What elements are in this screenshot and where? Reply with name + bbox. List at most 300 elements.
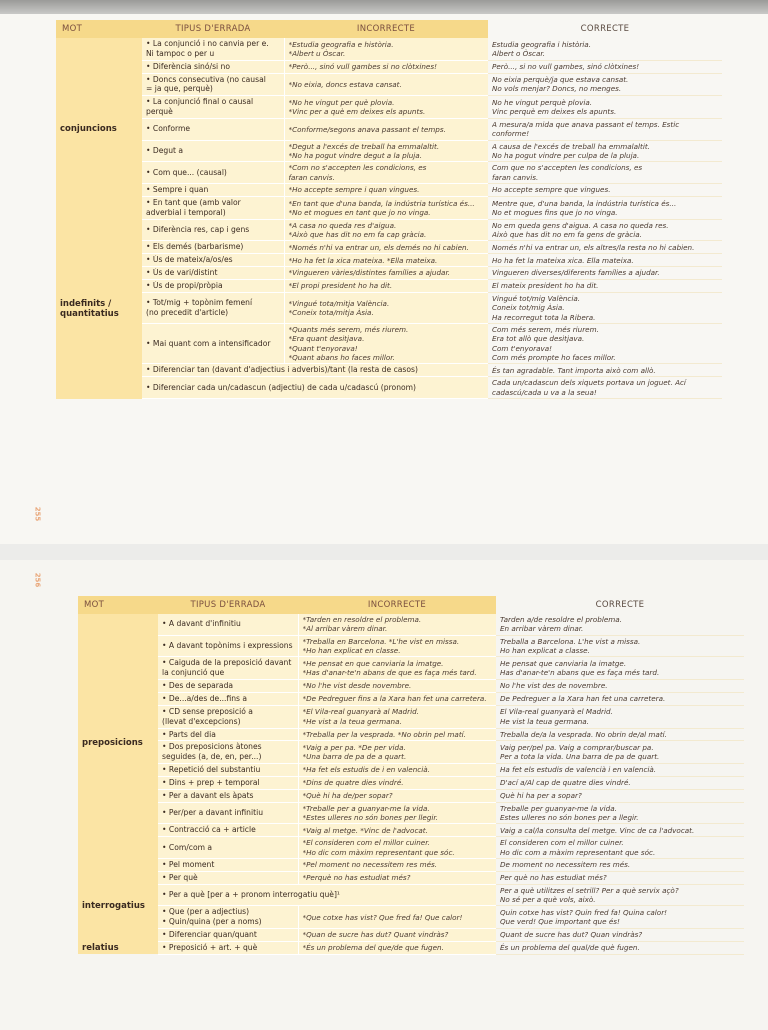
table-row bbox=[56, 38, 722, 60]
incorrect-example-cell bbox=[284, 184, 488, 197]
text-line: la conjunció que bbox=[162, 668, 225, 678]
text-line: *Estudia geografia e història. bbox=[288, 39, 394, 49]
text-line: Coneix tot/mig Àsia. bbox=[492, 303, 565, 313]
text-line: Això que has dit no em fa gens de gràcia. bbox=[492, 230, 642, 240]
text-line: Ho han explicat a classe. bbox=[500, 646, 590, 656]
table-row bbox=[56, 197, 722, 220]
incorrect-example-cell bbox=[284, 219, 488, 241]
text-line: Estudia geografia i història. bbox=[492, 39, 591, 49]
text-line: *Ha fet els estudis de i en valencià. bbox=[302, 765, 430, 775]
text-line: *Quants més serem, més riurem. bbox=[288, 324, 409, 334]
text-line: *Què hi ha de/per sopar? bbox=[302, 791, 393, 801]
incorrect-example-cell bbox=[298, 680, 496, 693]
correct-example-cell bbox=[488, 364, 722, 377]
error-type-cell bbox=[158, 824, 298, 837]
text-line: El Vila-real guanyarà el Madrid. bbox=[500, 707, 613, 717]
text-line: Cada un/cadascun dels xiquets portava un joguet. Ací bbox=[492, 378, 686, 388]
table-row bbox=[56, 323, 722, 363]
text-line: *A casa no queda res d'aigua. bbox=[288, 220, 397, 230]
text-line: *En tant que d'una banda, la indústria turística és... bbox=[288, 198, 475, 208]
table-row bbox=[56, 280, 722, 293]
incorrect-example-cell bbox=[284, 38, 488, 60]
header-incorrect: INCORRECTE bbox=[284, 20, 488, 38]
correct-example-cell bbox=[488, 197, 722, 220]
error-type-cell bbox=[142, 292, 284, 323]
text-line: No vols menjar? Doncs, no menges. bbox=[492, 84, 622, 94]
error-type-cell bbox=[158, 859, 298, 872]
error-type-cell bbox=[158, 789, 298, 802]
error-type-cell bbox=[142, 197, 284, 220]
text-line: Per a què utilitzes el setrill? Per a què servix açò? bbox=[500, 885, 679, 895]
incorrect-example-cell bbox=[284, 140, 488, 162]
text-line: *Albert u Òscar. bbox=[288, 48, 346, 58]
text-line: Estes ulleres no són bones per a llegir. bbox=[500, 813, 639, 823]
text-line: *El Vila-real guanyarà al Madrid. bbox=[302, 707, 419, 717]
correct-example-cell bbox=[496, 635, 744, 657]
text-line: *Vaig al metge. *Vinc de l'advocat. bbox=[302, 825, 428, 835]
text-line: Ni tampoc o per u bbox=[146, 48, 215, 58]
correct-example-cell bbox=[496, 728, 744, 741]
text-line: *Una barra de pa de a quart. bbox=[302, 752, 407, 762]
header-word: MOT bbox=[56, 20, 142, 38]
text-line: *He vist a la teua germana. bbox=[302, 716, 402, 726]
correct-example-cell bbox=[496, 680, 744, 693]
text-line: Treballa de/a la vesprada. No obrin de/al matí. bbox=[500, 729, 667, 739]
error-type-cell bbox=[142, 140, 284, 162]
text-line: • Dos preposicions àtones bbox=[162, 742, 262, 752]
incorrect-example-cell bbox=[284, 267, 488, 280]
header-type: TIPUS D'ERRADA bbox=[158, 596, 298, 614]
correct-example-cell bbox=[496, 764, 744, 777]
table-row bbox=[56, 254, 722, 267]
text-line: faran canvis. bbox=[288, 172, 335, 182]
incorrect-example-cell bbox=[298, 837, 496, 859]
incorrect-example-cell bbox=[284, 60, 488, 73]
text-line: Ha recorregut tota la Ribera. bbox=[492, 312, 596, 322]
text-line: *Però..., sinó vull gambes si no clòtxines! bbox=[288, 61, 437, 71]
table-row bbox=[56, 119, 722, 141]
text-line: Com més serem, més riurem. bbox=[492, 324, 599, 334]
text-line: • Per/per a davant infinitiu bbox=[162, 808, 264, 818]
correct-example-cell bbox=[496, 942, 744, 955]
text-line: • Doncs consecutiva (no causal bbox=[146, 74, 266, 84]
page-number: 256 bbox=[33, 572, 42, 588]
text-line: És tan agradable. Tant importa això com allò. bbox=[492, 365, 656, 375]
text-line: Tarden a/de resoldre el problema. bbox=[500, 615, 622, 624]
text-line: *Ho dic com màxim representant que sóc. bbox=[302, 847, 455, 857]
correct-example-cell bbox=[488, 241, 722, 254]
incorrect-example-cell bbox=[284, 96, 488, 119]
incorrect-example-cell bbox=[284, 292, 488, 323]
incorrect-example-cell bbox=[298, 741, 496, 764]
text-line: *Degut a l'excés de treball ha emmalaltit. bbox=[288, 141, 440, 151]
text-line: Però..., si no vull gambes, sinó clòtxines! bbox=[492, 61, 640, 71]
correct-example-cell bbox=[496, 741, 744, 764]
text-line: • Caiguda de la preposició davant bbox=[162, 658, 292, 668]
error-type-cell bbox=[158, 837, 298, 859]
error-type-cell bbox=[142, 377, 488, 399]
text-line: *El propi president ho ha dit. bbox=[288, 281, 393, 291]
table-row bbox=[56, 140, 722, 162]
error-type-cell bbox=[158, 693, 298, 706]
text-line: *Com no s'accepten les condicions, es bbox=[288, 163, 427, 173]
incorrect-example-cell bbox=[298, 705, 496, 728]
header-incorrect: INCORRECTE bbox=[298, 596, 496, 614]
text-line: Quin cotxe has vist? Quin fred fa! Quina calor! bbox=[500, 907, 668, 917]
text-line: *Ho han explicat en classe. bbox=[302, 646, 401, 656]
text-line: *No eixia, doncs estava cansat. bbox=[288, 79, 402, 89]
text-line: faran canvis. bbox=[492, 172, 539, 182]
table-row bbox=[56, 364, 722, 377]
table-row bbox=[78, 884, 744, 906]
correct-example-cell bbox=[488, 377, 722, 399]
text-line: *Conforme/segons anava passant el temps. bbox=[288, 124, 446, 134]
text-line: Vingueren diverses/diferents famílies a ajudar. bbox=[492, 268, 660, 278]
text-line: • Sempre i quan bbox=[146, 185, 209, 195]
text-line: Quant de sucre has dut? Quan vindràs? bbox=[500, 930, 643, 940]
text-line: *Quant t'enyorava! bbox=[288, 343, 358, 353]
table-row bbox=[56, 162, 722, 184]
text-line: *Vingueren vàries/distintes famílies a ajudar. bbox=[288, 268, 451, 278]
error-type-cell bbox=[142, 162, 284, 184]
text-line: *No et mogues en tant que jo no vinga. bbox=[288, 207, 431, 217]
table-row bbox=[78, 741, 744, 764]
correct-example-cell bbox=[488, 292, 722, 323]
text-line: seguides (a, de, en, per...) bbox=[162, 752, 262, 762]
text-line: • Diferenciar quan/quant bbox=[162, 930, 257, 940]
incorrect-example-cell bbox=[284, 162, 488, 184]
word-category: indefinits / quantitatius bbox=[56, 219, 142, 398]
text-line: Albert o Òscar. bbox=[492, 48, 545, 58]
text-line: • Per a què [per a + pronom interrogatiu què]¹ bbox=[162, 890, 340, 900]
text-line: *Ho ha fet la xica mateixa. *Ella mateixa. bbox=[288, 255, 438, 265]
table-row bbox=[78, 657, 744, 680]
correct-example-cell bbox=[488, 96, 722, 119]
text-line: *Pel moment no necessitem res més. bbox=[302, 860, 438, 870]
text-line: • Com que... (causal) bbox=[146, 167, 227, 177]
correct-example-cell bbox=[496, 802, 744, 824]
text-line: Vingué tot/mig València. bbox=[492, 293, 581, 303]
correct-example-cell bbox=[496, 859, 744, 872]
text-line: A mesura/a mida que anava passant el temps. Estic bbox=[492, 120, 680, 130]
incorrect-example-cell bbox=[284, 197, 488, 220]
word-category: conjuncions bbox=[56, 38, 142, 219]
word-category: relatius bbox=[78, 942, 158, 955]
text-line: • De...a/des de...fins a bbox=[162, 694, 248, 704]
text-line: D'ací a/Al cap de quatre dies vindré. bbox=[500, 778, 631, 788]
word-category: preposicions bbox=[78, 614, 158, 871]
text-line: *Només n'hi va entrar un, els demés no hi cabien. bbox=[288, 242, 469, 252]
text-line: Vinc perquè em deixes els apunts. bbox=[492, 107, 617, 117]
correct-example-cell bbox=[488, 184, 722, 197]
text-line: *Treballe per a guanyar-me la vida. bbox=[302, 803, 430, 813]
text-line: • Tot/mig + topònim femení bbox=[146, 298, 253, 308]
text-line: • Diferència res, cap i gens bbox=[146, 225, 250, 235]
correct-example-cell bbox=[496, 837, 744, 859]
text-line: *Estes ulleres no són bones per llegir. bbox=[302, 813, 438, 823]
correct-example-cell bbox=[496, 824, 744, 837]
text-line: perquè bbox=[146, 107, 173, 117]
text-line: Com t'enyorava! bbox=[492, 343, 553, 353]
text-line: De Pedreguer a la Xara han fet una carretera. bbox=[500, 694, 666, 704]
text-line: • Pel moment bbox=[162, 860, 215, 870]
error-type-cell bbox=[142, 219, 284, 241]
text-line: *Perquè no has estudiat més? bbox=[302, 873, 411, 883]
text-line: El consideren com el millor cuiner. bbox=[500, 838, 624, 848]
table-row bbox=[78, 728, 744, 741]
table-header bbox=[56, 20, 722, 38]
correct-example-cell bbox=[488, 140, 722, 162]
error-type-cell bbox=[158, 680, 298, 693]
incorrect-example-cell bbox=[298, 929, 496, 942]
text-line: *Tarden en resoldre el problema. bbox=[302, 615, 422, 624]
error-type-cell bbox=[158, 635, 298, 657]
text-line: • Ús de propi/pròpia bbox=[146, 281, 223, 291]
text-line: *No l'he vist desde novembre. bbox=[302, 681, 412, 691]
header-correct: CORRECTE bbox=[595, 600, 645, 610]
text-line: • En tant que (amb valor bbox=[146, 198, 241, 208]
header-correct: CORRECTE bbox=[580, 24, 630, 34]
error-type-cell bbox=[158, 728, 298, 741]
error-table-bottom bbox=[78, 596, 744, 955]
error-type-cell bbox=[158, 614, 298, 635]
correct-example-cell bbox=[488, 119, 722, 141]
text-line: *Vinc per a què em deixes els apunts. bbox=[288, 107, 426, 117]
incorrect-example-cell bbox=[298, 635, 496, 657]
text-line: • Conforme bbox=[146, 124, 191, 134]
correct-example-cell bbox=[496, 929, 744, 942]
text-line: • Per a davant els àpats bbox=[162, 790, 254, 800]
incorrect-example-cell bbox=[298, 942, 496, 955]
error-type-cell bbox=[158, 705, 298, 728]
table-row bbox=[78, 680, 744, 693]
text-line: He vist la teua germana. bbox=[500, 716, 589, 726]
text-line: *Treballa en Barcelona. *L'he vist en missa. bbox=[302, 636, 460, 646]
incorrect-example-cell bbox=[284, 119, 488, 141]
correct-example-cell bbox=[496, 705, 744, 728]
text-line: *Treballa per la vesprada. *No obrin pel matí. bbox=[302, 729, 466, 739]
text-line: • Parts del dia bbox=[162, 729, 216, 739]
table-row bbox=[78, 789, 744, 802]
text-line: Que verd! Que important que és! bbox=[500, 917, 620, 927]
table-row bbox=[78, 942, 744, 955]
text-line: Ho accepte sempre que vingues. bbox=[492, 185, 611, 195]
text-line: No ha pogut vindre per culpa de la pluja. bbox=[492, 151, 640, 161]
text-line: • Els demés (barbarisme) bbox=[146, 242, 244, 252]
text-line: En arribar vàrem dinar. bbox=[500, 624, 584, 634]
text-line: Què hi ha per a sopar? bbox=[500, 791, 582, 801]
text-line: *Has d'anar-te'n abans de que es faça més tard. bbox=[302, 668, 477, 678]
correct-example-cell bbox=[496, 906, 744, 929]
text-line: • Degut a bbox=[146, 146, 184, 156]
correct-example-cell bbox=[488, 73, 722, 96]
table-row bbox=[78, 705, 744, 728]
text-line: • Des de separada bbox=[162, 681, 234, 691]
text-line: No l'he vist des de novembre. bbox=[500, 681, 608, 691]
text-line: • Com/com a bbox=[162, 842, 213, 852]
text-line: *Això que has dit no em fa cap gràcia. bbox=[288, 230, 427, 240]
text-line: *És un problema del que/de que fugen. bbox=[302, 943, 444, 953]
incorrect-example-cell bbox=[298, 777, 496, 790]
text-line: • Ús de vari/distint bbox=[146, 268, 218, 278]
error-type-cell bbox=[158, 764, 298, 777]
text-line: (no precedit d'article) bbox=[146, 307, 229, 317]
text-line: És un problema del qual/de què fugen. bbox=[500, 943, 640, 953]
incorrect-example-cell bbox=[284, 254, 488, 267]
error-type-cell bbox=[158, 884, 496, 906]
error-type-cell bbox=[158, 802, 298, 824]
table-header bbox=[78, 596, 744, 614]
incorrect-example-cell bbox=[284, 323, 488, 363]
error-type-cell bbox=[142, 323, 284, 363]
page-255 bbox=[0, 14, 768, 544]
text-line: De moment no necessitem res més. bbox=[500, 860, 631, 870]
text-line: No et mogues fins que jo no vinga. bbox=[492, 207, 618, 217]
table-row bbox=[78, 929, 744, 942]
text-line: *Dins de quatre dies vindré. bbox=[302, 778, 404, 788]
correct-example-cell bbox=[496, 884, 744, 906]
correct-example-cell bbox=[488, 267, 722, 280]
text-line: *He pensat en que canviaria la imatge. bbox=[302, 658, 444, 668]
error-type-cell bbox=[158, 657, 298, 680]
text-line: *Era quant desitjava. bbox=[288, 334, 365, 344]
text-line: • Ús de mateix/a/os/es bbox=[146, 255, 233, 265]
table-row bbox=[78, 871, 744, 884]
incorrect-example-cell bbox=[298, 693, 496, 706]
text-line: Treballa a Barcelona. L'he vist a missa. bbox=[500, 636, 641, 646]
text-line: *No he vingut per què plovia. bbox=[288, 97, 395, 107]
text-line: No sé per a què vols, això. bbox=[500, 895, 596, 905]
correct-example-cell bbox=[496, 777, 744, 790]
correct-example-cell bbox=[488, 280, 722, 293]
header-type: TIPUS D'ERRADA bbox=[142, 20, 284, 38]
text-line: Ho ha fet la mateixa xica. Ella mateixa. bbox=[492, 255, 634, 265]
error-type-cell bbox=[142, 254, 284, 267]
incorrect-example-cell bbox=[298, 789, 496, 802]
correct-example-cell bbox=[488, 60, 722, 73]
text-line: *Que cotxe has vist? Que fred fa! Que calor! bbox=[302, 912, 463, 922]
table-row bbox=[56, 73, 722, 96]
incorrect-example-cell bbox=[284, 241, 488, 254]
text-line: • CD sense preposició a bbox=[162, 706, 253, 716]
text-line: *Ho accepte sempre i quan vingues. bbox=[288, 185, 420, 195]
incorrect-example-cell bbox=[298, 906, 496, 929]
error-type-cell bbox=[142, 38, 284, 60]
error-type-cell bbox=[142, 119, 284, 141]
correct-example-cell bbox=[488, 219, 722, 241]
text-line: Ha fet els estudis de valencià i en valencià. bbox=[500, 765, 657, 775]
text-line: *No ha pogut vindre degut a la pluja. bbox=[288, 151, 422, 161]
text-line: Vaig per/pel pa. Vaig a comprar/buscar pa. bbox=[500, 742, 654, 752]
table-row bbox=[56, 292, 722, 323]
table-row bbox=[78, 837, 744, 859]
table-row bbox=[78, 764, 744, 777]
text-line: *Quant abans ho faces millor. bbox=[288, 353, 395, 363]
correct-example-cell bbox=[488, 162, 722, 184]
correct-example-cell bbox=[496, 789, 744, 802]
correct-example-cell bbox=[488, 254, 722, 267]
text-line: • Mai quant com a intensificador bbox=[146, 338, 271, 348]
text-line: Per a tota la vida. Una barra de pa de quart. bbox=[500, 752, 660, 762]
text-line: *Al arribar vàrem dinar. bbox=[302, 624, 388, 634]
text-line: *Vaig a per pa. *De per vida. bbox=[302, 742, 406, 752]
incorrect-example-cell bbox=[284, 280, 488, 293]
table-row bbox=[56, 241, 722, 254]
incorrect-example-cell bbox=[298, 871, 496, 884]
table-row bbox=[56, 184, 722, 197]
table-row bbox=[56, 219, 722, 241]
table-row bbox=[78, 906, 744, 929]
incorrect-example-cell bbox=[298, 802, 496, 824]
text-line: Per què no has estudiat més? bbox=[500, 873, 607, 883]
error-type-cell bbox=[142, 267, 284, 280]
text-line: Ho dic com a màxim representant que sóc. bbox=[500, 847, 656, 857]
correct-example-cell bbox=[488, 323, 722, 363]
table-row bbox=[78, 777, 744, 790]
table-row bbox=[56, 96, 722, 119]
correct-example-cell bbox=[496, 693, 744, 706]
table-row bbox=[78, 824, 744, 837]
error-type-cell bbox=[158, 942, 298, 955]
text-line: No eixia perquè/ja que estava cansat. bbox=[492, 75, 629, 85]
error-type-cell bbox=[142, 73, 284, 96]
incorrect-example-cell bbox=[298, 764, 496, 777]
text-line: No em queda gens d'aigua. A casa no queda res. bbox=[492, 220, 669, 230]
text-line: (llevat d'excepcions) bbox=[162, 716, 241, 726]
text-line: • Diferenciar cada un/cadascun (adjectiu) de cada u/cadascú (pronom) bbox=[146, 382, 417, 392]
text-line: *Coneix tota/mitja Àsia. bbox=[288, 307, 374, 317]
error-type-cell bbox=[142, 280, 284, 293]
text-line: conforme! bbox=[492, 129, 530, 139]
text-line: Mentre que, d'una banda, la indústria turística és... bbox=[492, 198, 677, 208]
text-line: *De Pedreguer fins a la Xara han fet una carretera. bbox=[302, 694, 487, 704]
text-line: • Diferenciar tan (davant d'adjectius i adverbis)/tant (la resta de casos) bbox=[146, 365, 418, 375]
text-line: • Quin/quina (per a noms) bbox=[162, 917, 262, 927]
word-category: interrogatius bbox=[78, 871, 158, 941]
text-line: • Per què bbox=[162, 872, 198, 882]
text-line: • Que (per a adjectius) bbox=[162, 907, 250, 917]
incorrect-example-cell bbox=[298, 728, 496, 741]
text-line: • La conjunció i no canvia per e. bbox=[146, 39, 269, 48]
correct-example-cell bbox=[496, 657, 744, 680]
text-line: A causa de l'excés de treball ha emmalaltit. bbox=[492, 141, 650, 151]
text-line: • Preposició + art. + què bbox=[162, 943, 258, 953]
error-type-cell bbox=[142, 60, 284, 73]
table-row bbox=[78, 693, 744, 706]
incorrect-example-cell bbox=[298, 614, 496, 635]
table-row bbox=[78, 635, 744, 657]
page-256 bbox=[0, 560, 768, 1030]
table-row bbox=[78, 614, 744, 635]
error-type-cell bbox=[158, 777, 298, 790]
text-line: • A davant d'infinitiu bbox=[162, 619, 241, 629]
error-type-cell bbox=[142, 96, 284, 119]
incorrect-example-cell bbox=[298, 657, 496, 680]
table-row bbox=[78, 859, 744, 872]
text-line: = ja que, perquè) bbox=[146, 84, 213, 94]
table-row bbox=[56, 60, 722, 73]
correct-example-cell bbox=[488, 38, 722, 60]
text-line: • Contracció ca + article bbox=[162, 825, 256, 835]
incorrect-example-cell bbox=[298, 824, 496, 837]
text-line: • A davant topònims i expressions bbox=[162, 641, 293, 651]
text-line: *El consideren com el millor cuiner. bbox=[302, 838, 430, 848]
table-row bbox=[56, 267, 722, 280]
text-line: No he vingut perquè plovia. bbox=[492, 97, 593, 107]
error-type-cell bbox=[142, 364, 488, 377]
text-line: • Diferència sinó/si no bbox=[146, 61, 231, 71]
header-word: MOT bbox=[78, 596, 158, 614]
